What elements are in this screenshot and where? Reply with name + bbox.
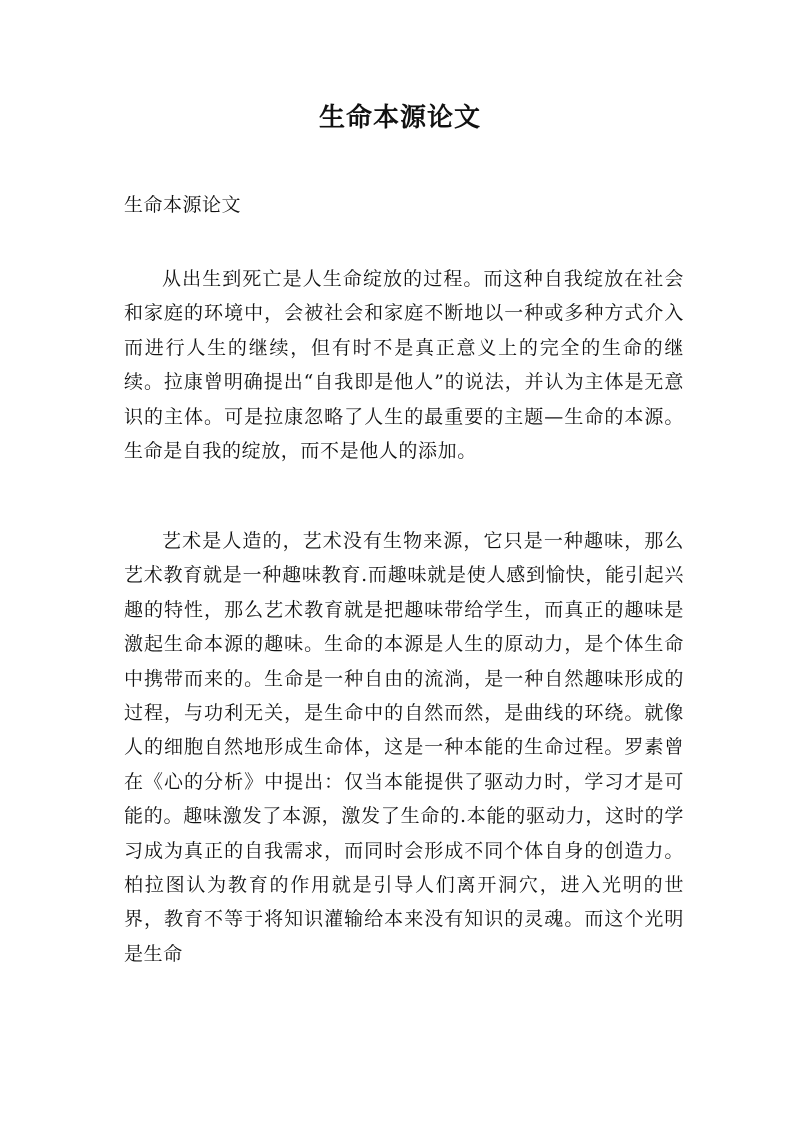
body-paragraph: 艺术是人造的，艺术没有生物来源，它只是一种趣味，那么艺术教育就是一种趣味教育.而趣味就是使人感到愉快，能引起兴趣的特性，那么艺术教育就是把趣味带给学生，而真正的趣味是激起生命本源的趣味。生命的本源是人生的原动力，是个体生命中携带而来的。生命是一种自由的流淌，是一种自然趣味形成的过程，与功利无关，是生命中的自然而然，是曲线的环绕。就像人的细胞自然地形成生命体，这是一种本能的生命过程。罗素曾在《心的分析》中提出：仅当本能提供了驱动力时，学习才是可能的。趣味激发了本源，激发了生命的.本能的驱动力，这时的学习成为真正的自我需求，而同时会形成不同个体自身的创造力。柏拉图认为教育的作用就是引导人们离开洞穴，进入光明的世界，教育不等于将知识灌输给本来没有知识的灵魂。而这个光明是生命 [124, 530, 684, 965]
body-paragraph: 从出生到死亡是人生命绽放的过程。而这种自我绽放在社会和家庭的环境中，会被社会和家庭不断地以一种或多种方式介入而进行人生的继续，但有时不是真正意义上的完全的生命的继续。拉康曾明确提出“自我即是他人”的说法，并认为主体是无意识的主体。可是拉康忽略了人生的最重要的主题—生命的本源。生命是自我的绽放，而不是他人的添加。 [124, 268, 684, 463]
document-title: 生命本源论文 [318, 103, 481, 133]
document-subtitle: 生命本源论文 [124, 194, 242, 216]
